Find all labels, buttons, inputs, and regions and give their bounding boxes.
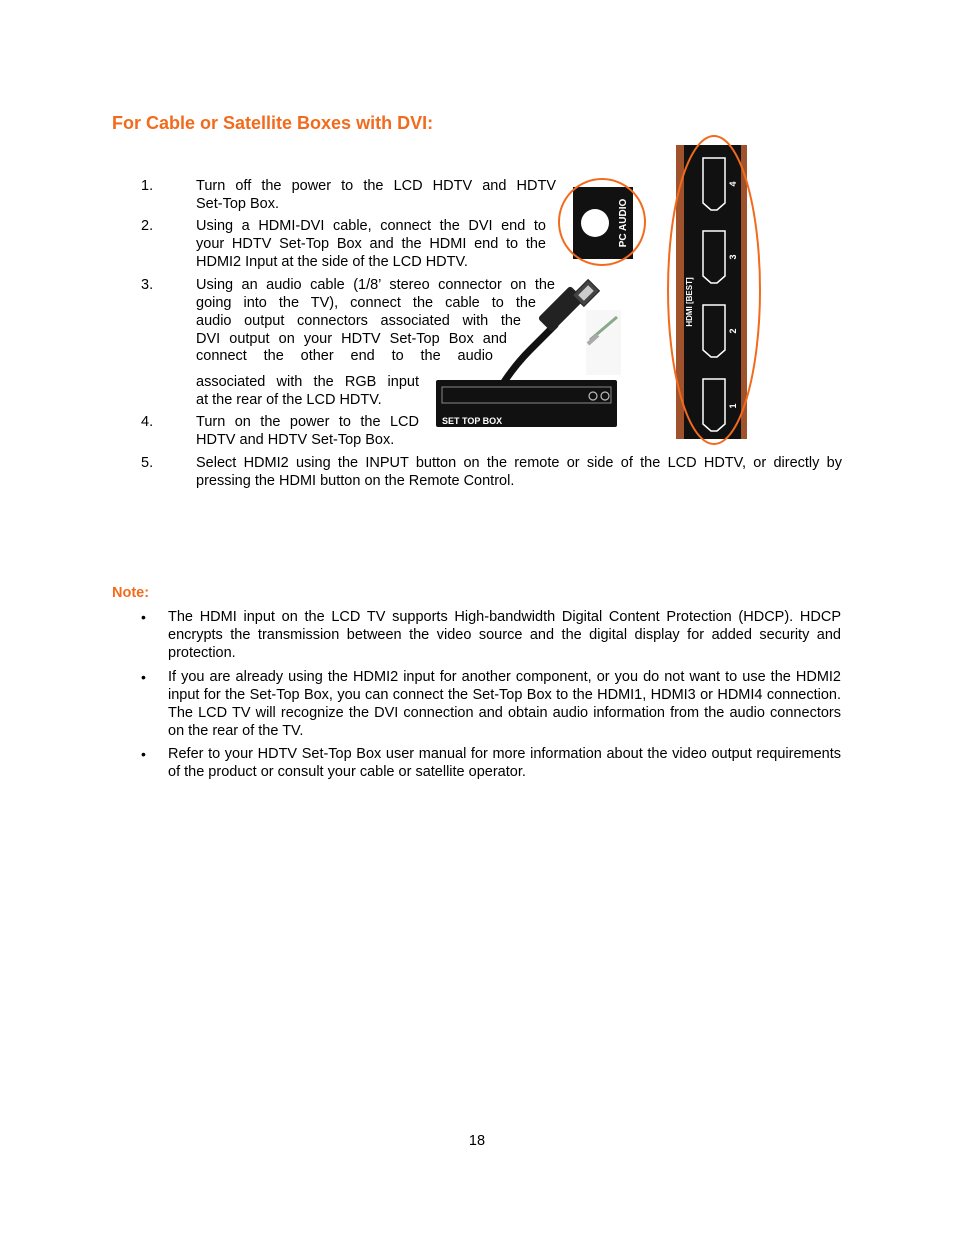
step-1-line-1: Turn off the power to the LCD HDTV and HDTV [196, 178, 556, 194]
step-4-number: 4. [141, 414, 154, 430]
set-top-box-label: SET TOP BOX [442, 416, 503, 426]
step-5-line-2: pressing the HDMI button on the Remote Control. [196, 473, 515, 489]
hdmi-port-3-label: 3 [728, 254, 738, 260]
step-1-number: 1. [141, 178, 154, 194]
section-heading: For Cable or Satellite Boxes with DVI: [112, 113, 434, 133]
step-3-number: 3. [141, 277, 154, 293]
step-3-line-7: at the rear of the LCD HDTV. [196, 392, 382, 408]
note-label: Note: [112, 585, 150, 601]
note-bullet-1: • [141, 609, 146, 625]
audio-plug-icon [586, 310, 621, 375]
note-bullet-3: • [141, 746, 146, 762]
step-5-number: 5. [141, 455, 154, 471]
step-2-line-1: Using a HDMI-DVI cable, connect the DVI end to [196, 218, 546, 234]
pc-audio-panel [559, 179, 645, 265]
note-item-2: If you are already using the HDMI2 input for another component, or you do not want to use the HDMI2 input for the Set-Top Box, you can connect the Set-Top Box to the HDMI1, HDMI3 or HDMI4 connection. The LCD TV will recognize the DVI connection and obtain audio information from the audio connectors on the rear of the TV. [168, 669, 841, 739]
step-3-line-5: connect the other end to the audio [196, 348, 493, 364]
note-item-1: The HDMI input on the LCD TV supports High-bandwidth Digital Content Protection (HDCP). HDCP encrypts the transmission between the video source and the digital display for added security and protection. [168, 609, 841, 661]
step-2-line-2: your HDTV Set-Top Box and the HDMI end to the [196, 236, 546, 252]
step-1-line-2: Set-Top Box. [196, 196, 280, 212]
step-3-line-2: going into the TV), connect the cable to the [196, 295, 536, 311]
hdmi-port-4 [703, 158, 725, 210]
step-3-line-6: associated with the RGB input [196, 374, 419, 390]
hdmi-cable-icon [502, 280, 599, 385]
set-top-box-icon [436, 380, 617, 427]
step-3-line-4: DVI output on your HDTV Set-Top Box and [196, 331, 507, 347]
hdmi-panel-label: HDMI [BEST] [685, 277, 694, 327]
hdmi-side-panel [668, 136, 760, 444]
step-4-line-1: Turn on the power to the LCD [196, 414, 419, 430]
page-number: 18 [468, 1133, 486, 1149]
note-item-3: Refer to your HDTV Set-Top Box user manual for more information about the video output requirements of the product or consult your cable or satellite operator. [168, 746, 841, 780]
hdmi-port-3 [703, 231, 725, 283]
step-3-line-1: Using an audio cable (1/8’ stereo connector on the [196, 277, 555, 293]
connection-diagram [420, 130, 780, 450]
step-3-line-3: audio output connectors associated with the [196, 313, 521, 329]
step-4-line-2: HDTV and HDTV Set-Top Box. [196, 432, 395, 448]
pc-audio-label: PC AUDIO [618, 198, 629, 248]
step-2-number: 2. [141, 218, 154, 234]
hdmi-port-2-label: 2 [728, 328, 738, 334]
hdmi-port-4-label: 4 [728, 181, 738, 187]
hdmi-port-2 [703, 305, 725, 357]
note-bullet-2: • [141, 669, 146, 685]
step-2-line-3: HDMI2 Input at the side of the LCD HDTV. [196, 254, 468, 270]
hdmi-port-1-label: 1 [728, 403, 738, 409]
hdmi-port-1 [703, 379, 725, 431]
step-5-line-1: Select HDMI2 using the INPUT button on the remote or side of the LCD HDTV, or directly by [196, 455, 842, 471]
